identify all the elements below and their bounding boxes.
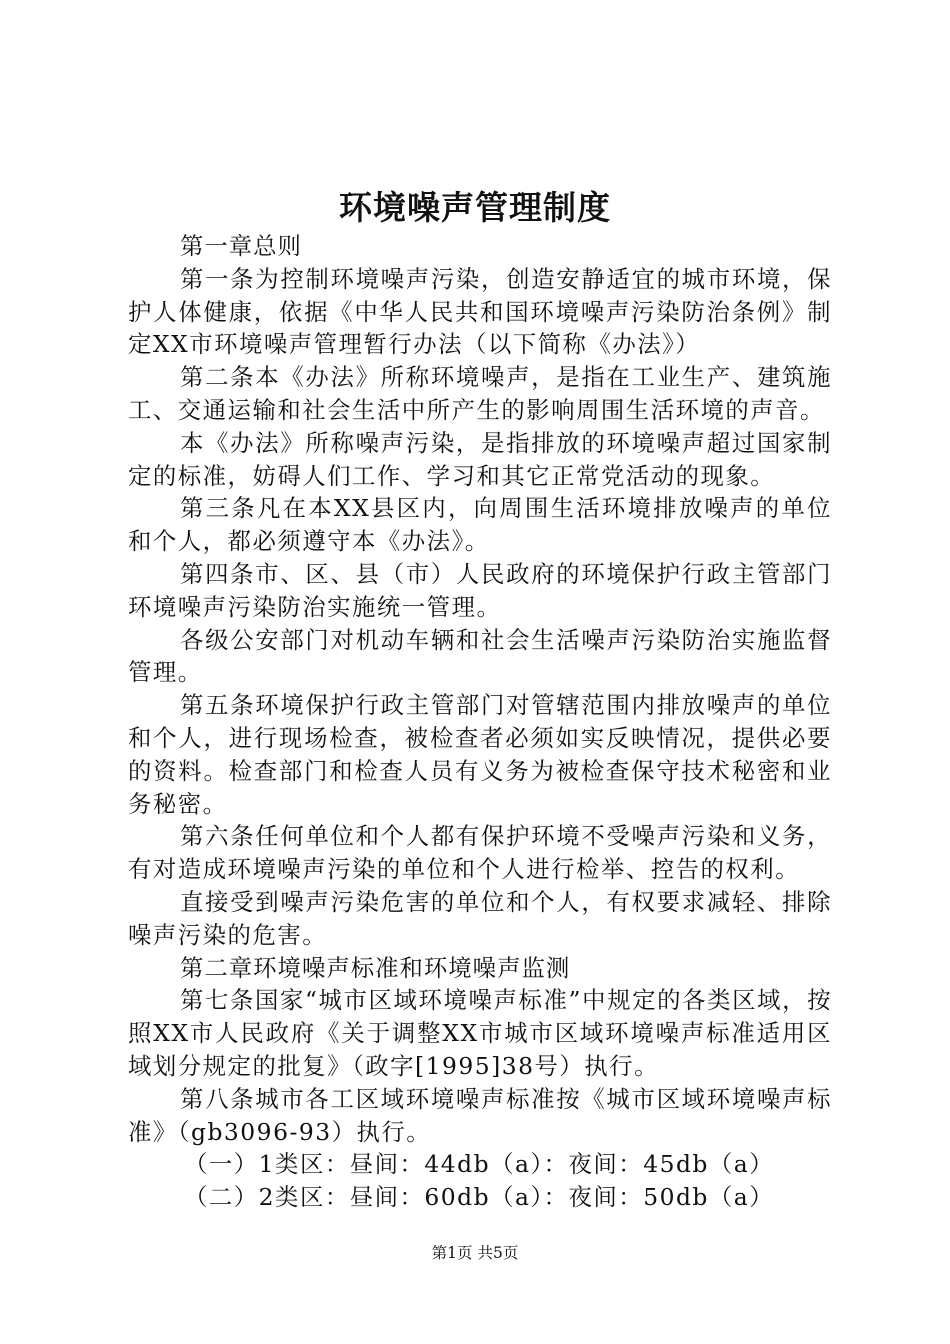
- article-paragraph: 第四条市、区、县（市）人民政府的环境保护行政主管部门环境噪声污染防治实施统一管理。: [128, 559, 832, 621]
- article-paragraph: 直接受到噪声污染危害的单位和个人，有权要求减轻、排除噪声污染的危害。: [128, 887, 832, 949]
- article-paragraph: 第八条城市各工区域环境噪声标准按《城市区域环境噪声标准》（gb3096-93）执行。: [128, 1084, 832, 1146]
- document-title: 环境噪声管理制度: [339, 188, 611, 227]
- article-paragraph: 第七条国家“城市区域环境噪声标准”中规定的各类区域，按照XX市人民政府《关于调整XX市城市区域环境噪声标准适用区域划分规定的批复》（政字[1995]38号）执行。: [128, 986, 832, 1080]
- article-paragraph: 第二条本《办法》所称环境噪声，是指在工业生产、建筑施工、交通运输和社会生活中所产生的影响周围生活环境的声音。: [128, 363, 832, 424]
- article-paragraph: 第五条环境保护行政主管部门对管辖范围内排放噪声的单位和个人，进行现场检查，被检查者必须如实反映情况，提供必要的资料。检查部门和检查人员有义务为被检查保守技术秘密和业务秘密。: [128, 691, 832, 818]
- document-body: [128, 230, 832, 1214]
- page-footer: 第1页 共5页: [431, 1244, 519, 1262]
- article-paragraph: 第三条凡在本XX县区内，向周围生活环境排放噪声的单位和个人，都必须遵守本《办法》。: [128, 494, 832, 556]
- chapter-heading: 第一章总则: [180, 232, 302, 260]
- article-paragraph: 第一条为控制环境噪声污染，创造安静适宜的城市环境，保护人体健康，依据《中华人民共和国环境噪声污染防治条例》制定XX市环境噪声管理暂行办法（以下简称《办法》）: [128, 264, 832, 359]
- list-item: （一）1类区：昼间：44db（a）：夜间：45db（a）: [184, 1150, 775, 1179]
- chapter-heading: 第二章环境噪声标准和环境噪声监测: [180, 953, 571, 982]
- article-paragraph: 各级公安部门对机动车辆和社会生活噪声污染防治实施监督管理。: [128, 625, 832, 687]
- list-item: （二）2类区：昼间：60db（a）：夜间：50db（a）: [184, 1183, 775, 1212]
- article-paragraph: 第六条任何单位和个人都有保护环境不受噪声污染和义务，有对造成环境噪声污染的单位和个人进行检举、控告的权利。: [128, 822, 832, 884]
- article-paragraph: 本《办法》所称噪声污染，是指排放的环境噪声超过国家制定的标准，妨碍人们工作、学习和其它正常党活动的现象。: [128, 428, 832, 490]
